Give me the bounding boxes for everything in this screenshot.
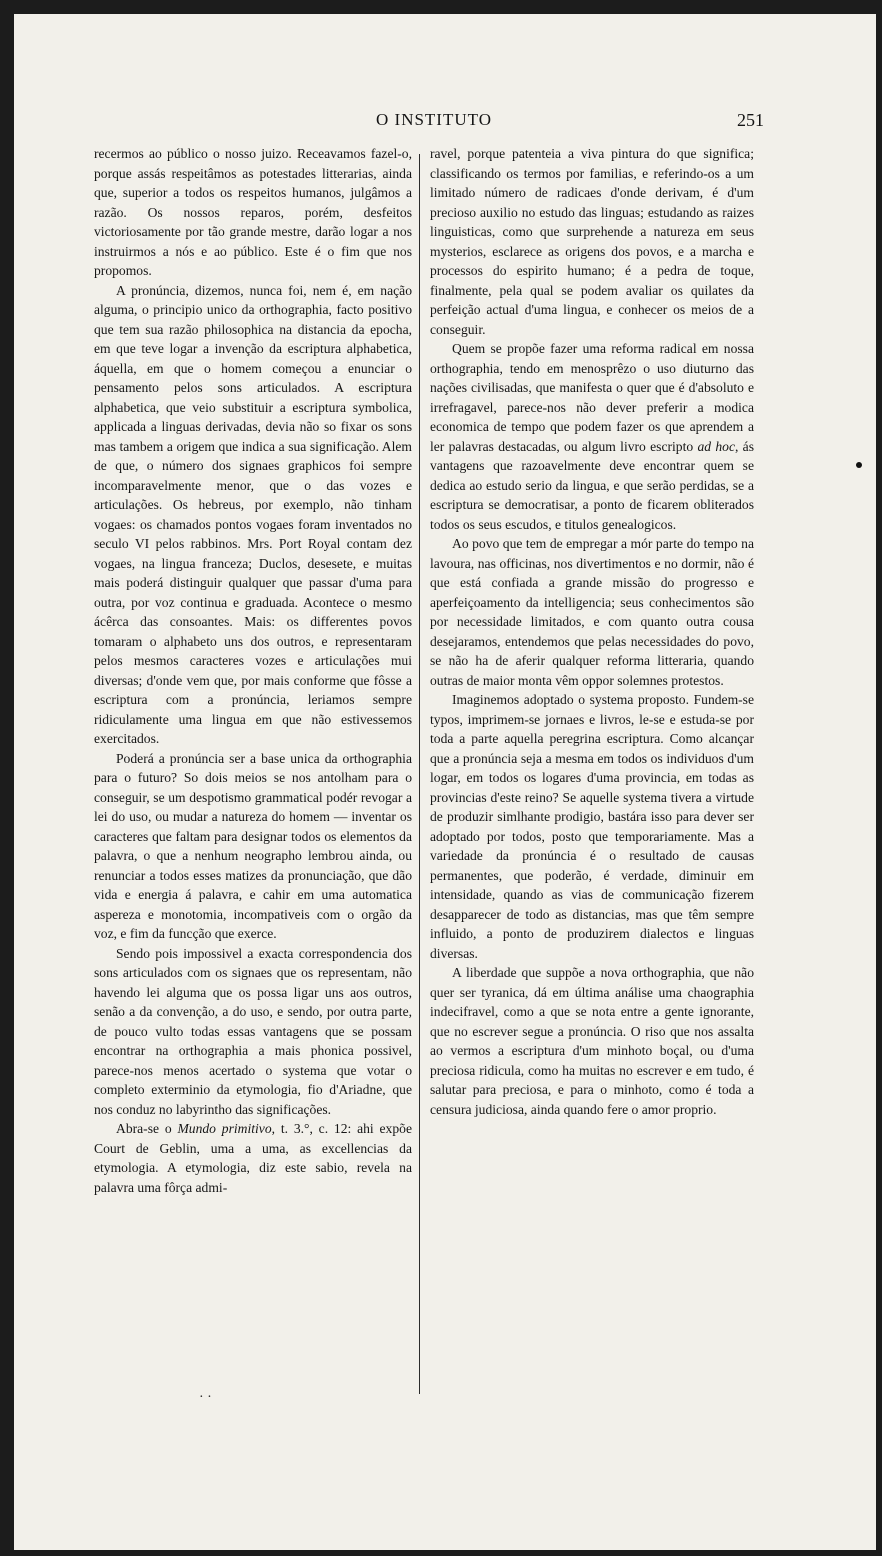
- text-run: Abra-se o: [116, 1121, 178, 1136]
- paragraph: A pronúncia, dizemos, nunca foi, nem é, em nação alguma, o principio unico da orthographia, facto positivo que tem sua razão philosophica na distancia da epocha, em que teve logar a invenção da escriptura alphabetica, áquella, em que o homem começou a enunciar o pensamento pelos sons articulados. A escriptura alphabetica, que veio substituir a escriptura symbolica, applicada a linguas derivadas, devia não so fixar os sons mas tambem a origem que indica a sua significação. Alem de que, o número dos signaes graphicos foi sempre incomparavelmente menor, que o das vozes e articulações. Os hebreus, por exemplo, não tinham vogaes: os chamados pontos vogaes foram inventados no seculo VI pelos rabbinos. Mrs. Port Royal contam dez vogaes, na lingua franceza; Duclos, desesete, e muitas mais poderá distinguir qualquer que passar d'uma para outra, por voz continua e graduada. Acontece o mesmo ácêrca das consoantes. Mais: os differentes povos tomaram o alphabeto uns dos outros, e representaram pelos mesmos caracteres vozes e articulações mui diversas; d'onde vem que, por mais conforme que fôsse a escriptura com a pronúncia, leriamos sempre ridiculamente uma lingua em que não estivessemos exercitados.: [94, 282, 412, 746]
- paragraph: recermos ao público o nosso juizo. Receavamos fazel-o, porque assás respeitâmos as potestades litterarias, ainda que, superior a todos os respeitos humanos, julgâmos a razão. Os nossos reparos, porém, desfeitos victoriosamente por tão grande mestre, darão logar a nos instruirmos a nós e ao público. Este é o fim que nos propomos.: [94, 146, 412, 278]
- paragraph: Imaginemos adoptado o systema proposto. Fundem-se typos, imprimem-se jornaes e livros, le-se e estuda-se por toda a parte aquella peregrina escriptura. Como alcançar que a pronúncia seja a mesma em todos os individuos d'um logar, em todos os logares d'uma provincia, em todas as provincias d'este reino? Se aquelle systema tivera a virtude de produzir simlhante prodigio, bastára isso para dever ser adoptado por todos, posto que temporariamente. Mas a variedade da pronúncia é o resultado de causas permanentes, que poderão, é verdade, diminuir em intensidade, quando as vias de communicação fizerem desapparecer de todo as distancias, mas que têm sempre influido, a ponto de produzirem dialectos e linguas diversas.: [430, 692, 754, 961]
- column-divider: [419, 154, 420, 1394]
- paragraph: Sendo pois impossivel a exacta correspondencia dos sons articulados com os signaes que os representam, não havendo lei alguma que os possa ligar uns aos outros, senão a da convenção, a do uso, e sendo, por outra parte, de pouco vulto todas essas vantagens que se possam encontrar na orthographia a mais phonica possivel, parece-nos menos acertado o systema que votar o completo exterminio da etymologia, fio d'Ariadne, que nos conduz no labyrintho das significações.: [94, 945, 412, 1117]
- latin-phrase: ad hoc: [697, 438, 735, 454]
- page-header: [14, 110, 876, 134]
- paragraph: [94, 1119, 412, 1197]
- page-number: 251: [737, 110, 764, 130]
- book-title: Mundo primitivo: [177, 1121, 272, 1136]
- text-run: Quem se propõe fazer uma reforma radical em nossa orthographia, tendo em menosprêzo o uso diuturno das nações civilisadas, que manifesta o quer que é d'absoluto e irrefragavel, parece-nos não dever preferir a modica economica de tempo que podem fazer os que aprendem a ler palavras destacadas, ou algum livro escripto: [430, 341, 754, 454]
- text-run: , ás vantagens que razoavelmente deve encontrar quem se dedica ao estudo serio da lingua, e que serão perdidas, se a escriptura se democratisar, a ponto de ficarem obliterados todos os seus escudos, e titulos genealogicos.: [430, 438, 754, 532]
- ink-dot: [856, 462, 862, 468]
- paragraph: ravel, porque patenteia a viva pintura do que significa; classificando os termos por familias, e referindo-os a um limitado número de radicaes d'onde derivam, é d'um precioso auxilio no estudo das linguas; estudando as raizes linguisticas, como que surprehende a natureza em seus mysterios, esclarece as origens dos povos, e a marcha e processos do espirito humano; é a pedra de toque, finalmente, pela qual se podem avaliar os quilates da perfeição actual d'uma lingua, e conhecer os meios de a conseguir.: [430, 146, 754, 337]
- ornament-dots: · ·: [199, 1390, 212, 1405]
- running-title: O INSTITUTO: [376, 110, 492, 129]
- paragraph: Ao povo que tem de empregar a mór parte do tempo na lavoura, nas officinas, nos divertimentos e no dormir, não é que está confiada a grande missão do progresso e aperfeiçoamento da intelligencia; seus conhecimentos são por necessidade limitados, e com quanto outra cousa desejaramos, entendemos que pelas necessidades do povo, se não ha de aferir qualquer reforma litteraria, quando outras de maior monta vêm oppor solemnes protestos.: [430, 536, 754, 688]
- left-column: [94, 144, 412, 1197]
- text-run: , t. 3.°, c. 12: ahi expõe Court de Geblin, uma a uma, as excellencias da etymologia. A etymologia, diz este sabio, revela na palavra uma fôrça admi-: [94, 1121, 412, 1195]
- paragraph: Poderá a pronúncia ser a base unica da orthographia para o futuro? So dois meios se nos antolham para o conseguir, se um despotismo grammatical podér revogar a lei do uso, ou mudar a natureza do homem — inventar os caracteres que faltam para designar todos os elementos da palavra, o que a nenhum neographo lembrou ainda, ou renunciar a todos esses matizes da pronunciação, que dão vida e energia á palavra, e cahir em uma automatica aspereza e monotomia, incompativeis com o orgão da voz, e fim da funcção que exerce.: [94, 750, 412, 941]
- right-column: [430, 144, 754, 1119]
- paragraph: A liberdade que suppõe a nova orthographia, que não quer ser tyranica, dá em última análise uma chaographia indecifravel, como a que se nota entre a gente ignorante, que no escrever segue a pronúncia. O riso que nos assalta ao vermos a escriptura d'um minhoto boçal, ou d'uma preciosa ridicula, como ha muitas no escrever e em tudo, é salutar para preciosa, e para o minhoto, como é toda a censura judiciosa, ainda quando fere o amor proprio.: [430, 965, 754, 1117]
- document-page: [14, 14, 876, 1550]
- paragraph: [430, 339, 754, 534]
